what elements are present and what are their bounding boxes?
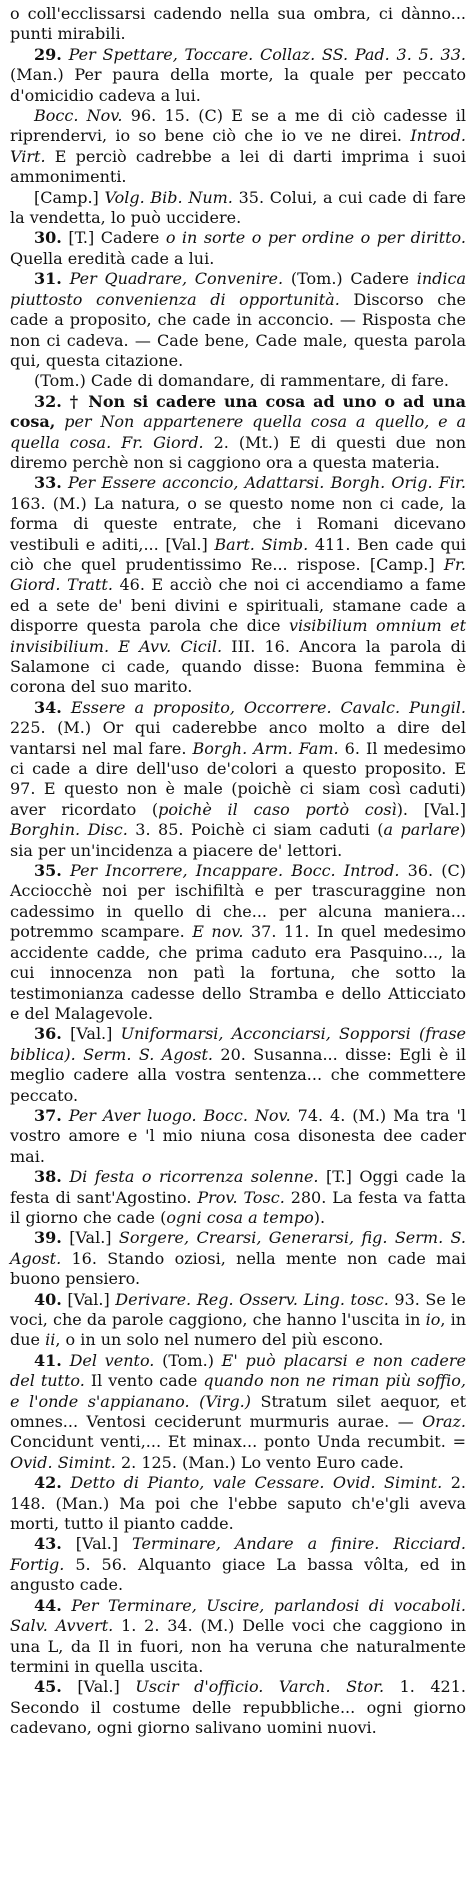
entry-number: 35. [34,861,62,881]
entry-text: Per Quadrare, Convenire. [61,269,284,289]
entry-text: 36. (C) Acciocchè noi per ischifiltà e per trascuraggine non cadessimo in quello di che... per alcuna maniera... potremmo scampare. [10,861,467,942]
entry-number: 37. [34,1105,62,1125]
entry-text: Prov. Tosc. [197,1187,285,1207]
entry-text: E nov. [192,922,244,942]
entry-text: [T.] Oggi cade la festa di sant'Agostino. [10,1167,466,1207]
entry-text: Quella eredità cade a lui. [10,248,215,268]
entry-number: 31. [34,269,62,289]
dictionary-entry [10,269,466,371]
entry-number: 45. [34,1677,62,1697]
entry-number: 43. [34,1534,62,1554]
entry-number: 36. [34,1024,62,1044]
entry-text: Bocc. Nov. [34,106,123,126]
entry-text: III. 16. Ancora la parola di Salamone ci cade, quando disse: Buona femmina è corona del suo marito. [10,636,466,697]
entry-text: io [425,1310,441,1329]
entry-text: [Camp.] [34,187,105,207]
entry-text: [Val.] [61,1677,136,1697]
entry-text: ogni cosa a tempo [166,1207,314,1227]
entry-text: [T.] Cadere [61,228,166,248]
entry-text: 2. 148. (Man.) Ma poi che l'ebbe saputo ch'e'gli aveva morti, tutto il pianto cadde. [10,1473,467,1534]
entry-text: Per Essere acconcio, Adattarsi. Borgh. Orig. Fir. [61,473,466,493]
dictionary-entry [10,1228,466,1289]
entry-text: 37. 11. In quel medesimo accidente cadde, che prima caduto era Pasquino..., la cui innocenza non patì la fortuna, che sotto la testimonianza cadesse dello Stramba e dello Atticciato e del Malagevole. [10,922,466,1023]
entry-text: Discorso che cade a proposito, che cade in acconcio. — Risposta che non ci cadeva. — Cade bene, Cade male, questa parola qui, questa citazione. [10,289,466,370]
entry-text: indica piuttosto convenienza di opportunità. [10,269,467,309]
entry-number: 41. [34,1350,62,1370]
dictionary-entry [10,1290,466,1351]
dictionary-entry [10,106,466,188]
entry-text: ii [45,1330,56,1350]
entry-number: 30. [34,228,62,248]
entry-number: 40. [34,1289,62,1309]
entry-text: 163. (M.) La natura, o se questo nome non ci cade, la forma di queste entrate, che i Romani dicevano vestibuli e aditi,... [Val.] [10,493,466,554]
entry-text: , in due [10,1310,467,1350]
entry-text: † Non si cadere una cosa ad uno o ad una cosa, [10,391,466,432]
entry-text: Borgh. Arm. Fam. [192,738,339,758]
entry-text: 1. 2. 34. (M.) Delle voci che caggiono in una L, da Il in fuori, non ha veruna che naturalmente termini in quella uscita. [10,1616,467,1676]
entry-text: a parlare [383,820,460,840]
entry-text: [Val.] [61,1024,121,1044]
entry-text: per Non appartenere quella cosa a quello, e a quella cosa. Fr. Giord. [10,412,466,452]
entry-text: [Val.] [61,1289,116,1309]
entry-text: Essere a proposito, Occorrere. Cavalc. Pungil. [61,697,466,717]
entry-text: 280. La festa va fatta il giorno che cade ( [10,1187,466,1227]
entry-text: Volg. Bib. Num. [104,187,233,207]
entry-text: 1. 421. Secondo il costume delle repubbliche... ogni giorno cadevano, ogni giorno salivano uomini nuovi. [10,1677,466,1738]
entry-text: 2. 125. (Man.) Lo vento Euro cade. [115,1452,404,1472]
entry-text: Detto di Pianto, vale Cessare. Ovid. Simint. [61,1473,443,1493]
entry-text: 225. (M.) Or qui caderebbe anco molto a dire del vantarsi nel mal fare. [10,718,466,758]
entry-text: visibilium omnium et invisibilium. E Avv. Cicil. [10,616,467,656]
entry-text: (Man.) Per paura della morte, la quale per peccato d'omicidio cadeva a lui. [10,65,466,105]
entry-text: 20. Susanna... disse: Egli è il meglio cadere alla vostra sentenza... che commettere peccato. [10,1044,466,1105]
entry-text: 411. Ben cade qui ciò che quel prudentissimo Re... rispose. [Camp.] [10,534,467,574]
dictionary-entry [10,4,466,45]
entry-text: Uscir d'officio. Varch. Stor. [135,1677,385,1697]
dictionary-entry [10,1351,466,1473]
entry-text: Per Incorrere, Incappare. Bocc. Introd. [61,861,400,881]
entry-text: Ovid. Simint. [10,1452,116,1472]
entry-text: o coll'ecclissarsi cadendo nella sua ombra, ci dànno... punti mirabili. [10,4,466,44]
entry-text: Bart. Simb. [214,534,309,554]
entry-text: ). [313,1207,326,1227]
entry-text: 6. Il medesimo ci cade a dire dell'uso de'colori a questo proposito. E 97. E questo non è male (poichè ci siam così caduti) aver ricordato ( [10,738,466,819]
entry-number: 38. [34,1167,62,1187]
entry-text: Oraz. [422,1412,466,1432]
entry-text: Sorgere, Crearsi, Generarsi, fig. Serm. S. Agost. [10,1228,467,1268]
entry-text: o in sorte o per ordine o per diritto. [165,228,466,248]
entry-text: (Tom.) [154,1350,222,1370]
dictionary-entry [10,371,466,391]
entry-text: E perciò cadrebbe a lei di darti imprima i suoi ammonimenti. [10,146,466,187]
entry-text: Concidunt venti,... Et minax... ponto Unda recumbit. = [10,1432,466,1452]
dictionary-entry [10,1167,466,1228]
entry-text: (Tom.) Cadere [283,269,417,289]
entry-number: 34. [34,697,62,717]
dictionary-entry [10,188,466,229]
entry-text: Per Spettare, Toccare. Collaz. SS. Pad. 3. 5. 33. [61,44,466,64]
dictionary-entry [10,392,466,474]
entry-number: 44. [34,1595,62,1615]
dictionary-entry [10,45,466,106]
entry-text: poichè il caso portò così [158,799,397,819]
entry-text: quando non ne riman più soffio, e l'onde s'appianano. (Virg.) [10,1371,467,1411]
entry-text: ). [Val.] [396,799,467,819]
entry-text: [Val.] [61,1228,119,1248]
entry-text: Per Terminare, Uscire, parlandosi di vocaboli. Salv. Avvert. [10,1595,466,1636]
dictionary-entry [10,1596,466,1678]
dictionary-entry [10,473,466,697]
entry-text: 93. Se le voci, che da parole caggiono, che hanno l'uscita in [10,1289,467,1329]
entry-text: Introd. Virt. [10,126,466,166]
entry-number: 29. [34,44,62,64]
entry-text: Il vento cade [84,1371,204,1391]
entry-text: Borghin. Disc. [10,820,128,840]
entry-number: 39. [34,1228,62,1248]
entry-text: E' può placarsi e non cadere del tutto. [10,1350,466,1391]
entry-text: 35. Colui, a cui cade di fare la vendetta, lo può uccidere. [10,187,466,228]
entry-text: [Val.] [61,1534,133,1554]
entry-text: Per Aver luogo. Bocc. Nov. [61,1105,291,1125]
entry-text: 46. E acciò che noi ci accendiamo a fame ed a sete de' beni divini e spirituali, stamane cade a disporre questa parola che dice [10,575,466,636]
entry-number: 32. [34,391,62,411]
entry-text: Di festa o ricorrenza solenne. [61,1167,319,1187]
entry-text: Del vento. [61,1350,155,1370]
entry-text: Terminare, Andare a finire. Ricciard. Fortig. [10,1534,467,1574]
entry-number: 33. [34,473,62,493]
entry-text: Derivare. Reg. Osserv. Ling. tosc. [115,1289,389,1309]
dictionary-entry [10,1473,466,1534]
dictionary-entry [10,698,466,861]
dictionary-entry [10,1024,466,1106]
entry-number: 42. [34,1473,62,1493]
entry-text: 96. 15. (C) E se a me di ciò cadesse il riprendervi, io so bene ciò che io ve ne direi. [10,106,467,146]
entry-text: 74. 4. (M.) Ma tra 'l vostro amore e 'l mio niuna cosa disonesta dee cader mai. [10,1105,467,1166]
entry-text: 5. 56. Alquanto giace La bassa vôlta, ed in angusto cade. [10,1554,466,1595]
entry-text: 3. 85. Poichè ci siam caduti ( [127,820,384,840]
dictionary-entry [10,1106,466,1167]
dictionary-entry [10,861,466,1024]
entry-text: (Tom.) Cade di domandare, di rammentare, di fare. [34,371,449,391]
entry-text: Fr. Giord. Tratt. [10,554,466,595]
entry-text: Stratum silet aequor, et omnes... Ventosi ceciderunt murmuris aurae. — [10,1391,466,1432]
entry-text: ) sia per un'incidenza a piacere de' lettori. [10,820,466,860]
dictionary-entry [10,1677,466,1738]
entry-text: Uniformarsi, Acconciarsi, Sopporsi (frase biblica). Serm. S. Agost. [10,1024,467,1064]
entry-text: , o in un solo nel numero del più escono. [55,1330,384,1350]
dictionary-entry [10,1534,466,1595]
entry-text: 16. Stando oziosi, nella mente non cade mai buono pensiero. [10,1248,466,1289]
dictionary-entry [10,228,466,269]
entry-text: 2. (Mt.) E di questi due non diremo perchè non si caggiono ora a questa materia. [10,432,467,472]
